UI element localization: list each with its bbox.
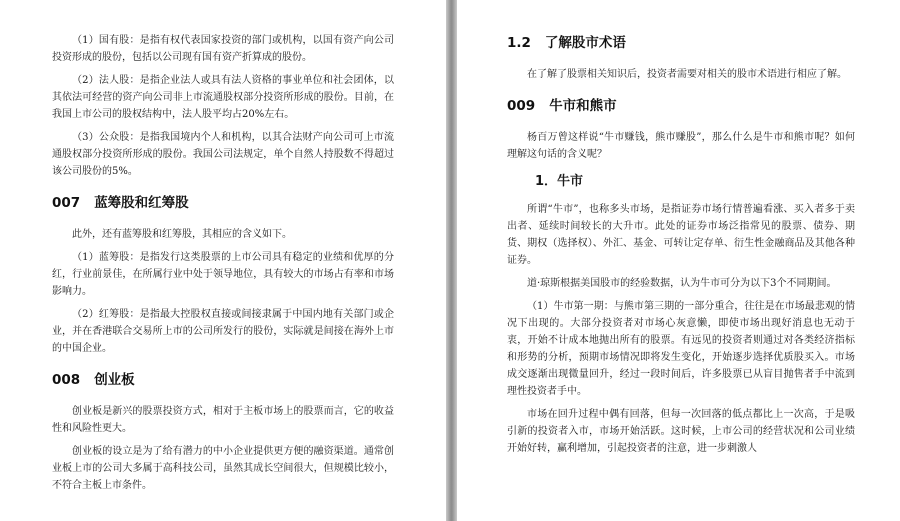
paragraph-bull-market-definition: 所谓“牛市”，也称多头市场，是指证券市场行情普遍看涨、买入者多于卖出者、延续时间较长的大升市。此处的证券市场泛指常见的股票、债券、期货、期权（选择权）、外汇、基金、可转让定存单、衍生性金融商品及其他各种证券。 [507,204,855,266]
heading-009-title: 牛市和熊市 [549,98,617,114]
left-page-content [52,32,394,500]
paragraph-terms-intro: 在了解了股票相关知识后，投资者需要对相关的股市术语进行相应了解。 [527,69,847,80]
paragraph-dow-jones-periods: 道·琼斯根据美国股市的经验数据，认为牛市可分为以下3个不同期间。 [527,278,837,289]
paragraph-growth-board-intro: 创业板是新兴的股票投资方式，相对于主板市场上的股票而言，它的收益性和风险性更大。 [52,406,394,434]
heading-008-title: 创业板 [94,372,135,388]
heading-008-number: 008 [52,372,81,388]
paragraph-market-recovery: 市场在回升过程中偶有回落，但每一次回落的低点都比上一次高，于是吸引新的投资者入市，市场开始活跃。这时候，上市公司的经营状况和公司业绩开始好转，赢利增加，引起投资者的注意，进一步刺激人 [507,409,855,454]
paragraph-red-chips: （2）红筹股：是指最大控股权直接或间接隶属于中国内地有关部门或企业，并在香港联合交易所上市的公司所发行的股份，实际就是间接在海外上市的中国企业。 [52,309,394,354]
heading-007-number: 007 [52,195,81,211]
subheading-bull-market: 1．牛市 [535,174,584,189]
paragraph-intro-blue-red-chips: 此外，还有蓝筹股和红筹股，其相应的含义如下。 [72,229,292,240]
heading-009-number: 009 [507,98,536,114]
heading-007 [52,194,394,212]
left-page [0,0,446,521]
paragraph-bull-first-period: （1）牛市第一期：与熊市第三期的一部分重合，往往是在市场最悲观的情况下出现的。大部分投资者对市场心灰意懒，即使市场出现好消息也无动于衷，开始不计成本地抛出所有的股票。有远见的投资者则通过对各类经济指标和形势的分析，预期市场情况即将发生变化，开始逐步选择优质股买入。市场成交逐渐出现微量回升，经过一段时间后，许多股票已从盲目抛售者手中流到理性投资者手中。 [507,301,855,397]
heading-008 [52,371,394,389]
right-page [457,0,900,521]
paragraph-state-owned-shares: （1）国有股：是指有权代表国家投资的部门或机构，以国有资产向公司投资形成的股份，包括以公司现有国有资产折算成的股份。 [52,35,394,63]
heading-1-2 [507,34,855,52]
heading-007-title: 蓝筹股和红筹股 [94,195,189,211]
paragraph-public-shares: （3）公众股：是指我国境内个人和机构，以其合法财产向公司可上市流通股权部分投资所形成的股份。我国公司法规定，单个自然人持股数不得超过该公司股份的5%。 [52,132,394,177]
heading-1-2-title: 了解股市术语 [544,35,626,51]
right-page-content [507,32,855,463]
heading-1-2-number: 1.2 [507,35,531,51]
page-spine-divider [446,0,457,521]
paragraph-blue-chips: （1）蓝筹股：是指发行这类股票的上市公司具有稳定的业绩和优厚的分红，行业前景佳，在所属行业中处于领导地位，具有较大的市场占有率和市场影响力。 [52,252,394,297]
paragraph-legal-person-shares: （2）法人股：是指企业法人或具有法人资格的事业单位和社会团体，以其依法可经营的资产向公司非上市流通股权部分投资所形成的股份。目前，在我国上市公司的股权结构中，法人股平均占20%左右。 [52,75,394,120]
paragraph-growth-board-purpose: 创业板的设立是为了给有潜力的中小企业提供更方便的融资渠道。通常创业板上市的公司大多属于高科技公司，虽然其成长空间很大，但规模比较小，不符合主板上市条件。 [52,446,394,491]
heading-009 [507,97,855,115]
paragraph-bull-bear-quote: 杨百万曾这样说“牛市赚钱，熊市赚股”，那么什么是牛市和熊市呢？如何理解这句话的含义呢？ [507,132,855,160]
